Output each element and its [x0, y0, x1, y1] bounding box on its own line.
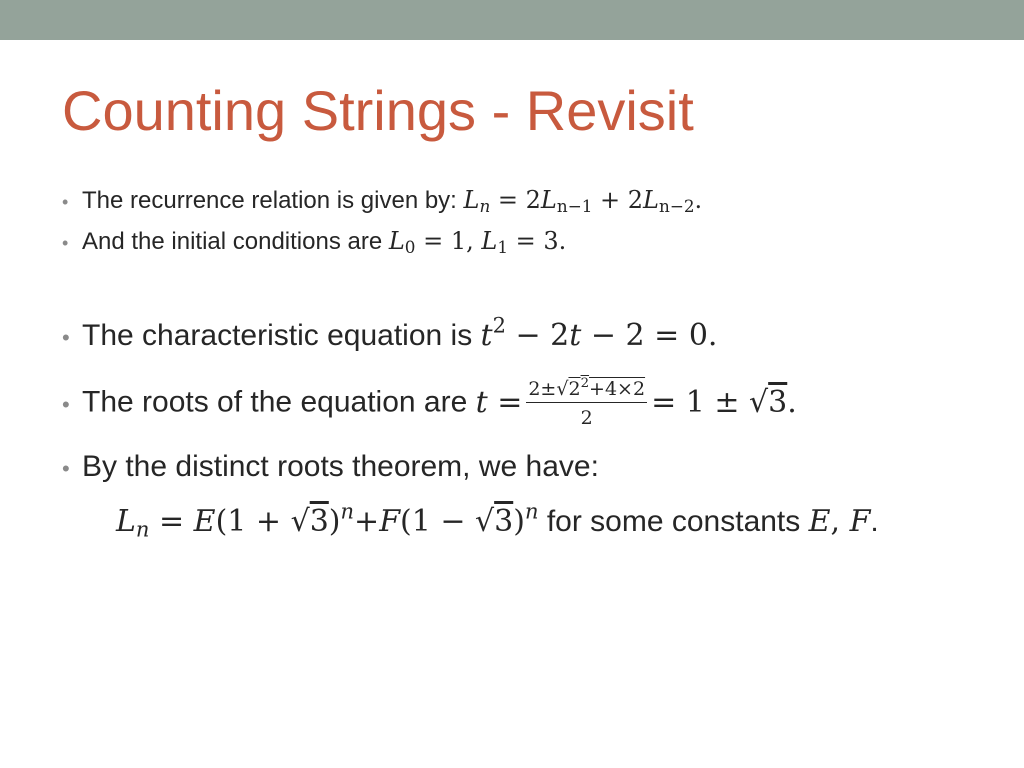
math-roots: t = $\frac{2\pm√2^2+4\times 2}{2}$ = 1 ± √3.	[475, 376, 797, 429]
fraction-numerator: $2\pm√2^2+4\times 2$	[526, 378, 647, 403]
bullet-dot: •	[62, 325, 70, 350]
math-general-solution: $L_n = E(1 + √3)^n+F(1 - √3)^n$	[116, 499, 539, 542]
bullet-recurrence-relation	[62, 186, 702, 216]
bullet-dot: •	[62, 391, 70, 417]
fraction	[526, 378, 647, 429]
bullet-initial-conditions	[62, 227, 566, 257]
slide-title: Counting Strings - Revisit	[62, 79, 694, 142]
bullet-dot: •	[62, 192, 69, 212]
formula-text: for some constants	[538, 505, 809, 538]
bullet-text: The roots of the equation are	[82, 385, 476, 419]
math-initial-conditions: $L_0 = 1$, $L_1 = 3$.	[388, 227, 567, 258]
fraction-denominator: 2	[580, 407, 593, 429]
bullet-distinct-roots	[62, 450, 599, 484]
bullet-text: The characteristic equation is	[82, 319, 481, 352]
top-band	[0, 0, 1024, 40]
bullet-text: The recurrence relation is given by:	[82, 187, 464, 214]
bullet-dot: •	[62, 456, 70, 481]
bullet-text: And the initial conditions are	[82, 228, 389, 255]
bullet-text: By the distinct roots theorem, we have:	[82, 450, 599, 483]
bullet-dot: •	[62, 233, 69, 253]
general-solution-formula: $L_n = E(1 + √3)^n+F(1 - √3)^n$ for some constants E, F.	[116, 499, 879, 542]
math-characteristic: $t^2 - 2t - 2 = 0$.	[480, 313, 718, 353]
bullet-roots	[62, 378, 797, 429]
math-constants: E, F	[808, 504, 871, 539]
math-recurrence: $L_n = 2L_{n-1} + 2L_{n-2}$.	[463, 186, 703, 217]
bullet-characteristic-equation	[62, 313, 718, 353]
